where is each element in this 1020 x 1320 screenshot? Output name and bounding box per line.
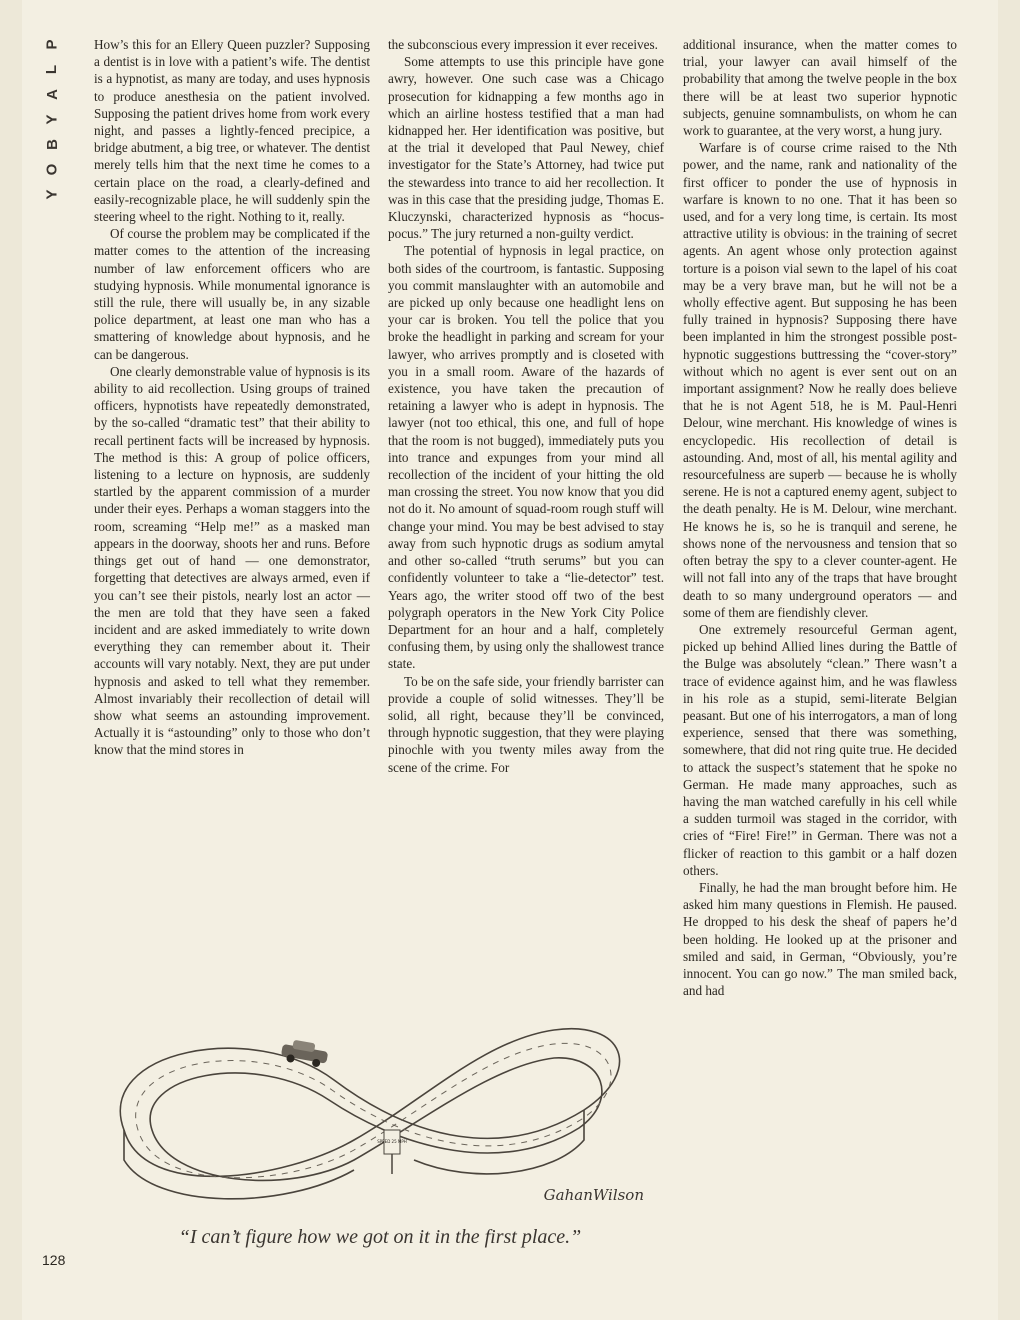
article-column-1	[94, 36, 370, 759]
speed-sign-text: SPEED 25 MPH	[377, 1139, 407, 1144]
paragraph: additional insurance, when the matter comes to trial, your lawyer can avail himself of the probability that among the twelve people in the box there will be at least two superior hypnotic subjects, genuine somnambulists, on whom he can work to guarantee, at the very worst, a hung jury.	[683, 37, 957, 139]
paragraph: Finally, he had the man brought before him. He asked him many questions in Flemish. He paused. He dropped to his desk the sheaf of papers he’d been holding. He looked up at the prisoner and smiled and said, in German, “Obviously, you’re innocent. You can go now.” The man smiled back, and had	[683, 879, 957, 999]
article-column-2	[388, 36, 664, 776]
masthead-letter: Y	[43, 114, 61, 125]
paragraph: One extremely resourceful German agent, picked up behind Allied lines during the Battle of the Bulge was absolutely “clean.” There wasn’t a trace of evidence against him, and he was flawless in his role as a stupid, semi-literate Belgian peasant. But one of his interrogators, a man of long experience, sensed that there was something, somewhere, that did not ring quite true. He decided to attack the suspect’s statement that he spoke no German. He made many approaches, such as having the man watched carefully in his cell while a sudden turmoil was staged in the corridor, with cries of “Fire! Fire!” in German. There was not a flicker of reaction to this gambit or a half dozen others.	[683, 621, 957, 878]
page-number: 128	[42, 1252, 66, 1268]
masthead-letter: L	[43, 64, 61, 75]
paragraph: Some attempts to use this principle have gone awry, however. One such case was a Chicago prosecution for kidnapping a few months ago in which an airline hostess testified that a man had kidnapped her. Her identification was positive, but at the trial it developed that Paul Newey, chief investigator for the State’s Attorney, had twice put the stewardess into trance to aid her recollection. It was in this case that the presiding judge, Thomas E. Kluczynski, characterized hypnosis as “hocus-pocus.” The jury returned a non-guilty verdict.	[388, 54, 664, 242]
paragraph: Warfare is of course crime raised to the Nth power, and the name, rank and nationality of the first officer to ponder the use of hypnosis in warfare is known to no one. That it has been so used, and for a very long time, is certain. Its most attractive utility is obvious: in the training of secret agents. An agent whose only protection against torture is a poison vial sewn to the lapel of his coat may be a very brave man, but he will not be a wholly effective agent. But supposing he has been fully trained in hypnosis? Supposing there have been implanted in him the strongest possible post-hypnotic suggestions buttressing the “cover-story” without which no agent is ever sent out on an important assignment? Now he really does believe that he is not Agent 518, he is M. Paul-Henri Delour, wine merchant. His knowledge of wines is encyclopedic. His recollection of detail is astounding. And, most of all, his mental agility and resourcefulness are superb — because he is wholly serene. He is not a captured enemy agent, subject to the death penalty. He is M. Delour, wine merchant. He knows he is, so he is tranquil and serene, he shows none of the nervousness and tension that so often betray the spy to a clever counter-agent. He will not fall into any of the traps that have brought death to so many underground operators — and some of them are fiendishly clever.	[683, 140, 957, 620]
road-center-dashes	[136, 1043, 611, 1177]
figure-eight-road	[120, 1029, 619, 1199]
masthead-letter: A	[43, 89, 61, 100]
car-icon	[280, 1038, 329, 1069]
paragraph: One clearly demonstrable value of hypnosis is its ability to aid recollection. Using groups of trained officers, hypnotists have repeatedly demonstrated, by the so-called “dramatic test” that their ability to recall pertinent facts will be increased by hypnosis. The method is this: A group of police officers, listening to a lecture on hypnosis, are suddenly startled by the apparent commission of a murder under their eyes. Perhaps a woman staggers into the room, screaming “Help me!” as a masked man appears in the doorway, shoots her and runs. Before things get out of hand — one demonstrator, forgetting that detectives are always armed, even if you can’t see their pistols, nearly lost an actor — the men are told that they have seen a faked incident and are asked immediately to write down everything they can remember about it. Their accounts will vary notably. Next, they are put under hypnosis and asked to tell what they remember. Almost invariably their recollection of detail will show what seems an astounding improvement. Actually it is “astounding” only to those who don’t know that the mind stores in	[94, 363, 370, 758]
paragraph: How’s this for an Ellery Queen puzzler? Supposing a dentist is in love with a patient’s wife. The dentist is a hypnotist, as many are today, and uses hypnosis to produce anesthesia on the patient involved. Supposing the patient drives home from work every night, and passes a lightly-fenced precipice, a bridge abutment, a big tree, or whatever. The dentist merely tells him that the next time he comes to a certain place on the road, a clearly-defined and easily-recognizable place, he will suddenly spin the steering wheel to the right. Nothing to it, really.	[94, 37, 370, 225]
masthead	[40, 36, 64, 203]
cartoon-caption: “I can’t figure how we got on it in the first place.”	[178, 1226, 582, 1248]
article-column-3	[683, 36, 957, 999]
paragraph: the subconscious every impression it ever receives.	[388, 37, 658, 52]
cartoon-illustration	[84, 1010, 669, 1210]
masthead-letter: O	[43, 163, 61, 176]
paragraph: Of course the problem may be complicated if the matter comes to the attention of the increasing number of law enforcement officers who are studying hypnosis. While monumental ignorance is still the rule, there will usually be, in any sizable police department, at least one man who has a smattering of knowledge about hypnosis, and he can be dangerous.	[94, 226, 370, 362]
masthead-letter: Y	[43, 189, 61, 200]
masthead-letter: P	[43, 39, 61, 50]
paragraph: The potential of hypnosis in legal practice, on both sides of the courtroom, is fantastic. Supposing you commit manslaughter with an automobile and are picked up only because one headlight lens on your car is broken. You tell the police that you broke the headlight in parking and scream for your lawyer, who arrives promptly and is closeted with you in a small room. Aware of the hazards of existence, you have taken the precaution of retaining a lawyer who is adept in hypnosis. The lawyer (not too ethical, this one, and full of hope that the room is not bugged), immediately puts you into trance and expunges from your mind all recollection of the incident of your hitting the old man crossing the street. You now know that you did not do it. No amount of squad-room rough stuff will change your mind. You may be best advised to stay away from such hypnotic drugs as sodium amytal and other so-called “truth serums” but you can confidently volunteer to take a “lie-detector” test. Years ago, the writer stood off two of the best polygraph operators in the New York City Police Department for an hour and a half, completely confusing them, by using only the shallowest trance state.	[388, 243, 664, 672]
masthead-letter: B	[43, 139, 61, 150]
paragraph: To be on the safe side, your friendly barrister can provide a couple of solid witnesses. They’ll be solid, all right, because they’ll be convinced, through hypnotic suggestion, that they were playing pinochle with you twenty miles away from the scene of the crime. For	[388, 673, 664, 775]
artist-signature: GahanWilson	[543, 1186, 644, 1204]
